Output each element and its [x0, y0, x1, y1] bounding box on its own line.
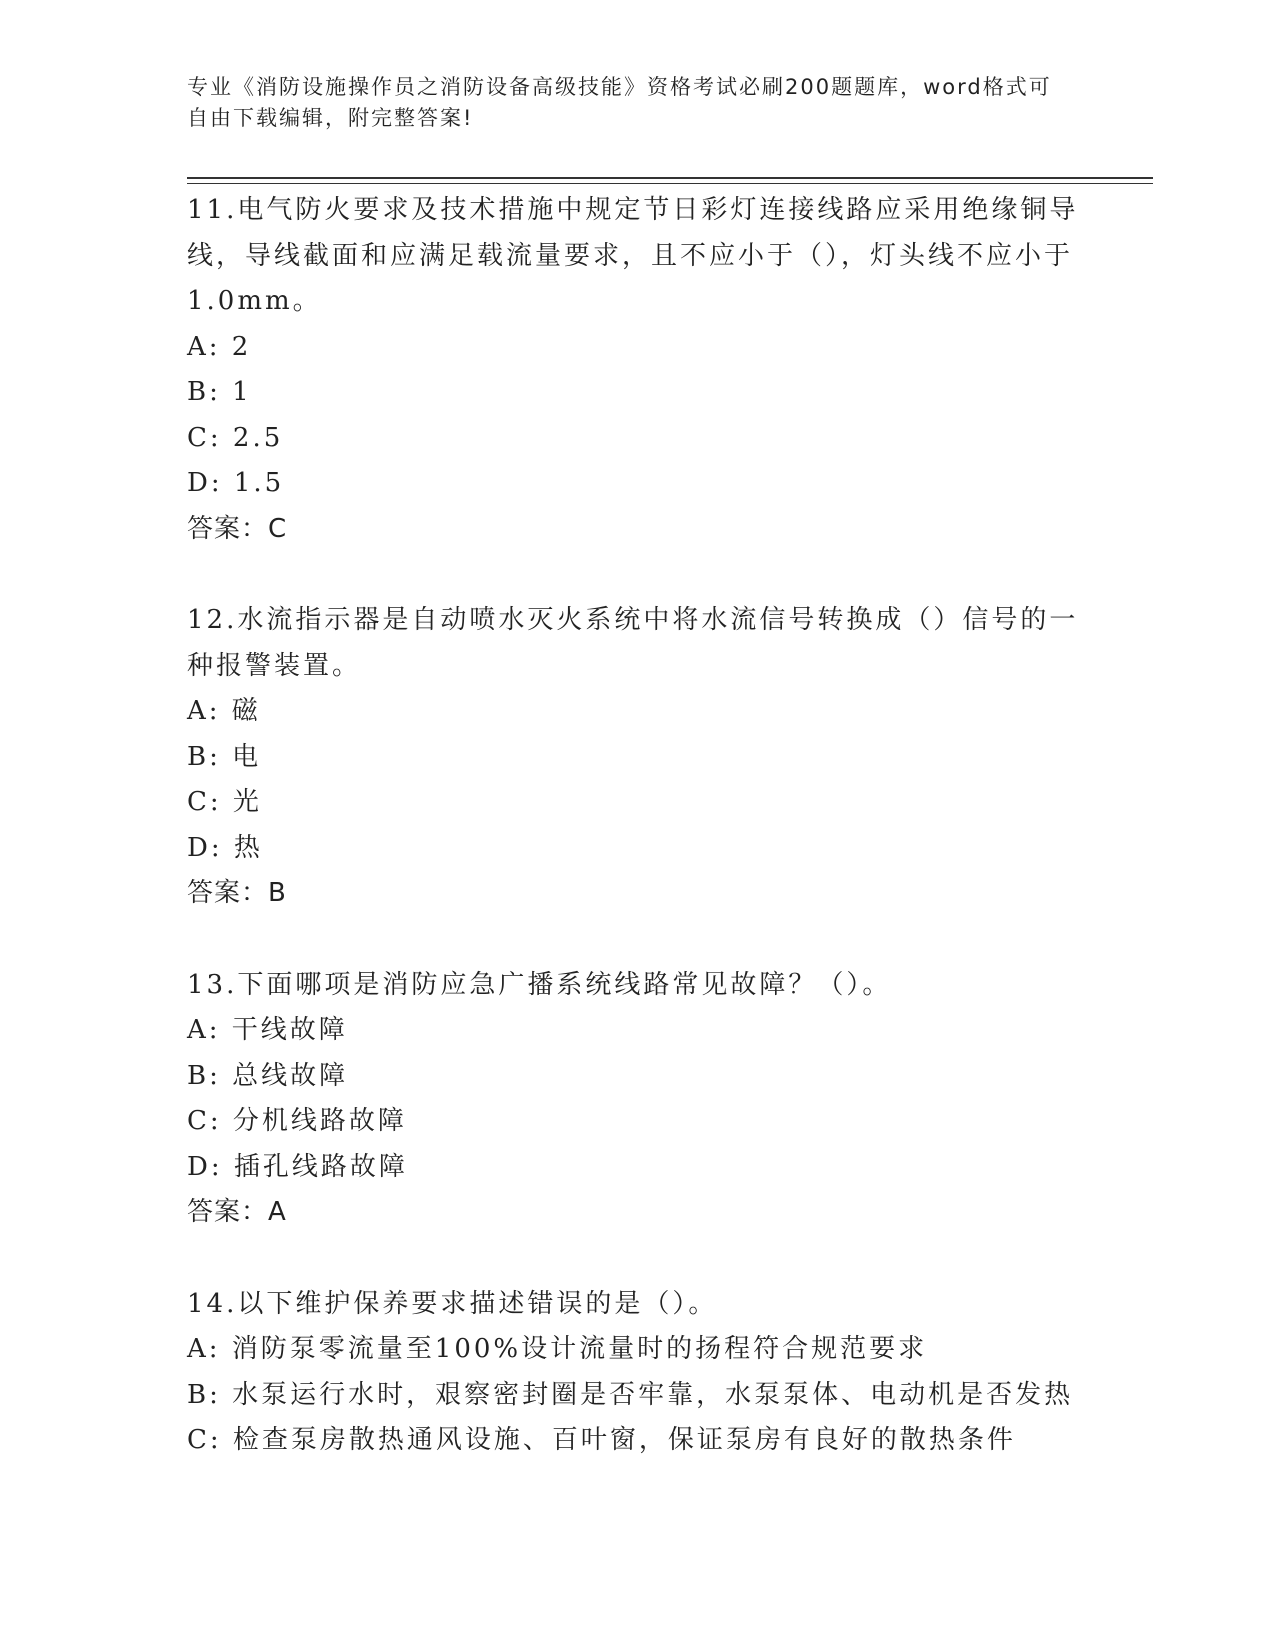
question-stem: 12.水流指示器是自动喷水灭火系统中将水流信号转换成（）信号的一种报警装置。 [187, 605, 1079, 681]
option-a: A: 干线故障 [187, 1015, 348, 1045]
option-b: B: 电 [187, 741, 262, 772]
question-14 [187, 1282, 1087, 1464]
option-c: C: 2.5 [187, 422, 284, 453]
question-list [187, 188, 1087, 1464]
answer-line: 答案：A [187, 1197, 287, 1227]
question-13 [187, 963, 1087, 1236]
option-d: D: 插孔线路故障 [187, 1151, 408, 1182]
answer-line: 答案：B [187, 878, 287, 908]
answer-line: 答案：C [187, 513, 288, 544]
question-stem: 13.下面哪项是消防应急广播系统线路常见故障？（）。 [187, 969, 892, 1000]
option-d: D: 1.5 [187, 468, 285, 498]
option-b: B: 总线故障 [187, 1060, 349, 1091]
option-a: A: 磁 [187, 696, 261, 726]
header-rule-thick [187, 177, 1153, 179]
question-stem: 14.以下维护保养要求描述错误的是（）。 [187, 1288, 718, 1319]
option-c: C: 光 [187, 787, 262, 817]
question-11 [187, 188, 1087, 552]
option-a: A: 消防泵零流量至100%设计流量时的扬程符合规范要求 [187, 1334, 928, 1364]
option-b: B: 1 [187, 377, 252, 407]
question-stem: 11.电气防火要求及技术措施中规定节日彩灯连接线路应采用绝缘铜导线，导线截面和应满足载流量要求，且不应小于（），灯头线不应小于1.0mm。 [187, 195, 1079, 316]
option-c: C: 检查泵房散热通风设施、百叶窗，保证泵房有良好的散热条件 [187, 1425, 1016, 1455]
question-12 [187, 598, 1087, 917]
option-a: A: 2 [187, 331, 252, 362]
question-gap [187, 552, 1087, 598]
header-rule-thin [187, 183, 1153, 184]
page-header: 专业《消防设施操作员之消防设备高级技能》资格考试必刷200题题库，word格式可自由下载编辑，附完整答案! [187, 75, 1052, 130]
option-b: B: 水泵运行水时，艰察密封圈是否牢靠，水泵泵体、电动机是否发热 [187, 1379, 1074, 1410]
question-gap [187, 917, 1087, 963]
question-gap [187, 1236, 1087, 1282]
option-c: C: 分机线路故障 [187, 1106, 407, 1136]
option-d: D: 热 [187, 832, 263, 863]
